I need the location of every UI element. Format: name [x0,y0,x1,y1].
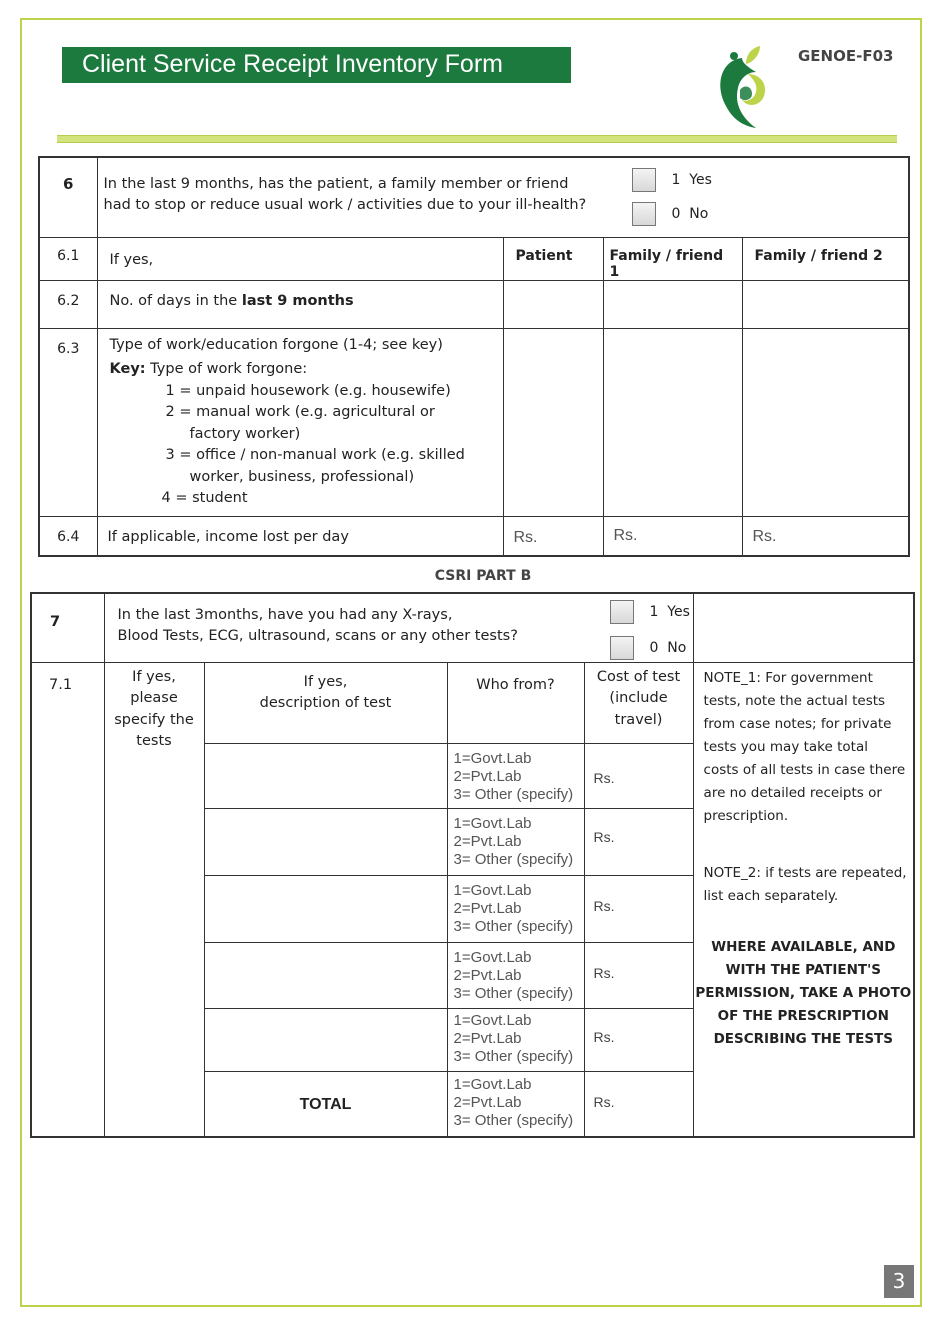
income-friend-1-field[interactable]: Rs. [603,516,742,556]
cell-days-friend-1[interactable] [603,280,742,328]
q7-option-yes[interactable]: 1 Yes [610,600,690,624]
key-item-2-cont: factory worker) [189,425,301,442]
row-6-2-label: No. of days in the last 9 months [97,280,503,328]
page-number: 3 [884,1265,914,1298]
test-description-field[interactable] [204,942,447,1008]
col-header-patient: Patient [503,237,603,280]
key-item-1: 1 = unpaid housework (e.g. housewife) [165,382,451,399]
cell-work-patient[interactable] [503,328,603,516]
total-cost-field[interactable]: Rs. [584,1071,693,1137]
cell-work-friend-2[interactable] [742,328,909,516]
key-item-3: 3 = office / non-manual work (e.g. skilled [165,447,465,463]
cost-field[interactable]: Rs. [584,942,693,1008]
test-description-field[interactable] [204,743,447,808]
notes-panel [693,662,914,1137]
q7-option-no[interactable]: 0 No [610,636,690,660]
question-6-table [38,156,910,557]
note-photo-instruction: WHERE AVAILABLE, AND WITH THE PATIENT'S PERMISSION, TAKE A PHOTO OF THE PRESCRIPTION DESCRIBING THE TESTS [695,938,912,1047]
who-from-header: Who from? [447,662,584,743]
lab-type-options[interactable]: 1=Govt.Lab 2=Pvt.Lab 3= Other (specify) [447,942,584,1008]
row-6-3-number: 6.3 [39,328,97,516]
key-item-2: 2 = manual work (e.g. agricultural or [165,404,435,420]
question-7-table [30,592,915,1138]
cost-field[interactable]: Rs. [584,808,693,875]
cell-days-friend-2[interactable] [742,280,909,328]
cost-field[interactable]: Rs. [584,743,693,808]
q7-1-number: 7.1 [31,662,104,1137]
col-header-family-friend-1: Family / friend 1 [603,237,742,280]
key-heading: Key: Type of work forgone: [109,361,308,377]
description-header: If yes, description of test [204,662,447,743]
row-6-1-number: 6.1 [39,237,97,280]
q7-question: In the last 3months, have you had any X-rays, Blood Tests, ECG, ultrasound, scans or any other tests? [117,607,518,644]
row-6-3-label: Type of work/education forgone (1-4; see key) [109,336,443,353]
row-6-4-label: If applicable, income lost per day [97,516,503,556]
q6-option-yes[interactable]: 1 Yes [632,168,712,192]
lab-type-options[interactable]: 1=Govt.Lab 2=Pvt.Lab 3= Other (specify) [447,1008,584,1071]
cell-days-patient[interactable] [503,280,603,328]
lab-type-options[interactable]: 1=Govt.Lab 2=Pvt.Lab 3= Other (specify) [447,743,584,808]
test-description-field[interactable] [204,875,447,942]
cost-field[interactable]: Rs. [584,1008,693,1071]
q6-number: 6 [39,157,97,237]
q7-empty-cell [693,593,914,662]
checkbox-no[interactable] [632,202,656,226]
checkbox-yes[interactable] [610,600,634,624]
checkbox-yes[interactable] [632,168,656,192]
row-6-4-number: 6.4 [39,516,97,556]
total-label: TOTAL [204,1071,447,1137]
key-item-4: 4 = student [161,490,248,506]
test-description-field[interactable] [204,808,447,875]
income-patient-field[interactable]: Rs. [503,516,603,556]
specify-tests-label: If yes, please specify the tests [104,662,204,1137]
checkbox-no[interactable] [610,636,634,660]
col-header-family-friend-2: Family / friend 2 [742,237,909,280]
form-code: GENOE-F03 [798,47,894,65]
form-title: Client Service Receipt Inventory Form [62,47,571,83]
row-6-1-label: If yes, [97,237,503,280]
cell-work-friend-1[interactable] [603,328,742,516]
row-6-3-content [97,328,503,516]
lab-type-options[interactable]: 1=Govt.Lab 2=Pvt.Lab 3= Other (specify) [447,875,584,942]
lab-type-options[interactable]: 1=Govt.Lab 2=Pvt.Lab 3= Other (specify) [447,1071,584,1137]
q6-question: In the last 9 months, has the patient, a family member or friend had to stop or reduce usual work / activities due to your ill-health? [103,176,587,213]
accent-divider [57,135,897,143]
lab-type-options[interactable]: 1=Govt.Lab 2=Pvt.Lab 3= Other (specify) [447,808,584,875]
key-item-3-cont: worker, business, professional) [189,468,415,485]
q7-number: 7 [31,593,104,662]
income-friend-2-field[interactable]: Rs. [742,516,909,556]
leaf-logo-icon [712,44,774,128]
cost-field[interactable]: Rs. [584,875,693,942]
note-1: NOTE_1: For government tests, note the actual tests from case notes; for private tests you may take total costs of all tests in case there are no detailed receipts or prescription. [703,669,906,824]
row-6-2-number: 6.2 [39,280,97,328]
cost-header: Cost of test (include travel) [584,662,693,743]
section-title-part-b: CSRI PART B [434,568,532,584]
test-description-field[interactable] [204,1008,447,1071]
q6-option-no[interactable]: 0 No [632,202,712,226]
note-2: NOTE_2: if tests are repeated, list each separately. [703,864,907,904]
